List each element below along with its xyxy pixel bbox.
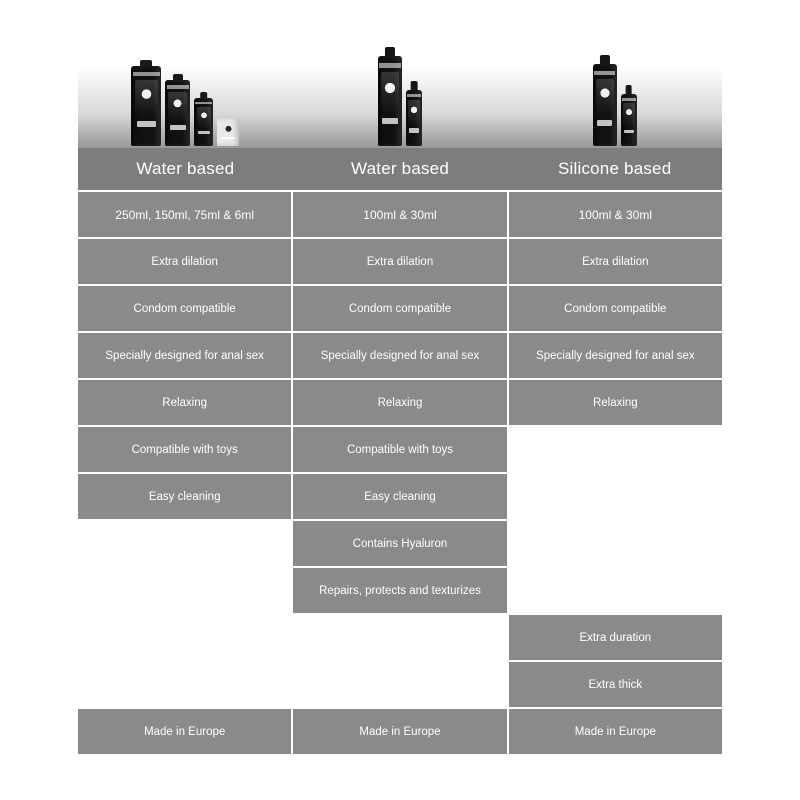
feature-cell-empty (293, 615, 506, 660)
feature-cell: 250ml, 150ml, 75ml & 6ml (78, 192, 291, 237)
product-row (78, 66, 293, 146)
feature-cell: Extra dilation (293, 239, 506, 284)
feature-cell-empty (78, 662, 291, 707)
feature-cell: Condom compatible (78, 286, 291, 331)
feature-cell: Specially designed for anal sex (78, 333, 291, 378)
feature-cell: Easy cleaning (293, 474, 506, 519)
feature-cell: Condom compatible (509, 286, 722, 331)
feature-cell: Relaxing (509, 380, 722, 425)
product-tube-150ml (165, 80, 190, 146)
feature-cell: Compatible with toys (78, 427, 291, 472)
feature-column-3 (509, 192, 722, 754)
feature-cell: Contains Hyaluron (293, 521, 506, 566)
bottle-label-art (381, 72, 399, 113)
bottle-band (622, 98, 636, 101)
tube-band (167, 85, 189, 88)
feature-column-1 (78, 192, 291, 754)
feature-cell: Repairs, protects and texturizes (293, 568, 506, 613)
tube-label-art (168, 92, 187, 122)
feature-cell: Relaxing (78, 380, 291, 425)
bottle-label-art (596, 79, 614, 117)
feature-cell: Condom compatible (293, 286, 506, 331)
feature-cell: 100ml & 30ml (293, 192, 506, 237)
column-header-2: Water based (351, 159, 449, 178)
tube-label-art (135, 80, 158, 117)
feature-cell-empty (78, 568, 291, 613)
feature-cell: Compatible with toys (293, 427, 506, 472)
product-bottle-30ml (406, 90, 422, 146)
product-tube-75ml (194, 98, 213, 146)
feature-cell-empty (78, 521, 291, 566)
product-tube-250ml (131, 66, 161, 146)
product-sachet-6ml (217, 118, 239, 146)
feature-cell: Made in Europe (293, 709, 506, 754)
bottle-band (379, 63, 400, 68)
feature-cell: Extra dilation (509, 239, 722, 284)
bottle-band (407, 94, 421, 97)
feature-cell-empty (293, 662, 506, 707)
feature-cell: Made in Europe (78, 709, 291, 754)
bottle-band (594, 71, 615, 75)
tube-band (133, 72, 159, 76)
feature-cell-empty (509, 474, 722, 519)
column-headers (78, 148, 722, 190)
product-row (507, 64, 722, 146)
tube-label-art (197, 107, 211, 129)
product-bottle-silicone-30ml (621, 94, 637, 146)
feature-cell: Specially designed for anal sex (509, 333, 722, 378)
feature-cell: Extra thick (509, 662, 722, 707)
tube-band (195, 102, 212, 104)
product-row (293, 56, 508, 146)
feature-grid (78, 192, 722, 754)
feature-cell-empty (509, 521, 722, 566)
column-header-3: Silicone based (557, 159, 672, 178)
feature-cell: Relaxing (293, 380, 506, 425)
feature-cell-empty (509, 427, 722, 472)
feature-cell: Specially designed for anal sex (293, 333, 506, 378)
column-header-1: Water based (136, 159, 235, 178)
product-bottle-100ml (378, 56, 402, 146)
sachet-label-art (220, 123, 237, 136)
feature-column-2 (293, 192, 506, 754)
feature-cell: Easy cleaning (78, 474, 291, 519)
product-bottle-silicone-100ml (593, 64, 617, 146)
bottle-label-art (623, 103, 635, 127)
bottle-label-art (408, 100, 420, 126)
feature-cell: Made in Europe (509, 709, 722, 754)
feature-cell: Extra dilation (78, 239, 291, 284)
feature-cell: Extra duration (509, 615, 722, 660)
feature-cell-empty (78, 615, 291, 660)
feature-cell-empty (509, 568, 722, 613)
feature-cell: 100ml & 30ml (509, 192, 722, 237)
